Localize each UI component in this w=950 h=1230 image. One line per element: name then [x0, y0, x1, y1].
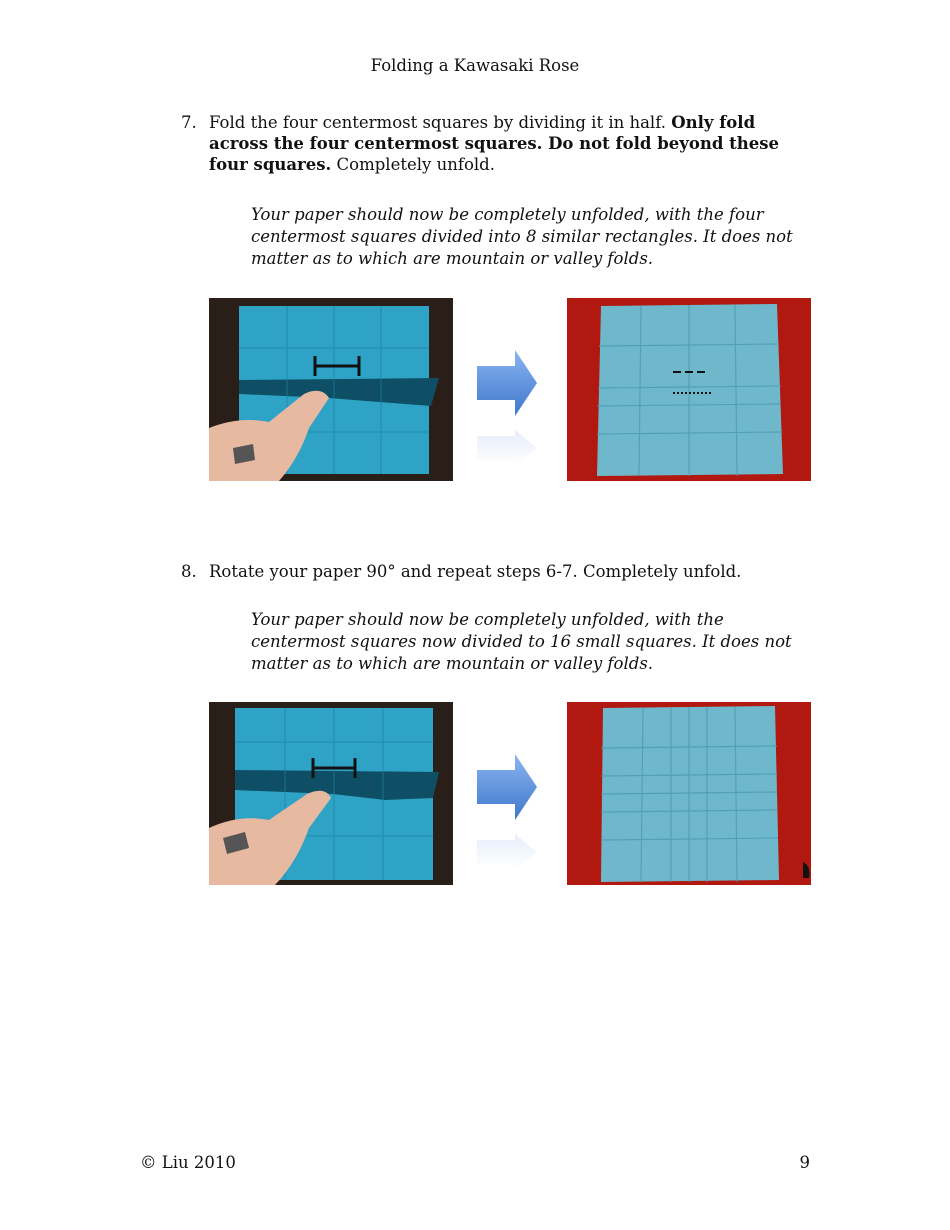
- step-8-note: Your paper should now be completely unfolded, with the centermost squares now divided to 16 small squares. It does not matter as to which are mountain or valley folds.: [251, 610, 792, 673]
- page-number: 9: [799, 1153, 810, 1172]
- step-number: 7.: [181, 113, 197, 132]
- fold-photo-before: [209, 702, 453, 885]
- step-emphasis: Only fold across the four centermost squares. Do not fold beyond these four squares.: [209, 113, 779, 174]
- right-arrow-icon: [475, 752, 539, 872]
- step-7-note: Your paper should now be completely unfolded, with the four centermost squares divided into 8 similar rectangles. It does not matter as to which are mountain or valley folds.: [251, 205, 793, 268]
- page-header: Folding a Kawasaki Rose: [370, 56, 580, 75]
- fold-photo-after: [567, 298, 811, 481]
- step-instruction: [209, 561, 801, 582]
- fold-photo-after: [567, 702, 811, 885]
- step-text-after: Completely unfold.: [336, 155, 495, 174]
- step-8: [181, 561, 801, 582]
- step-number: 8.: [181, 562, 197, 581]
- step-text: Fold the four centermost squares by dividing it in half.: [209, 113, 666, 132]
- step-7: [181, 112, 801, 175]
- right-arrow-icon: [475, 348, 539, 468]
- step-text: Rotate your paper 90° and repeat steps 6-7. Completely unfold.: [209, 562, 742, 581]
- copyright: © Liu 2010: [140, 1153, 236, 1172]
- fold-photo-before: [209, 298, 453, 481]
- step-instruction: [209, 112, 801, 175]
